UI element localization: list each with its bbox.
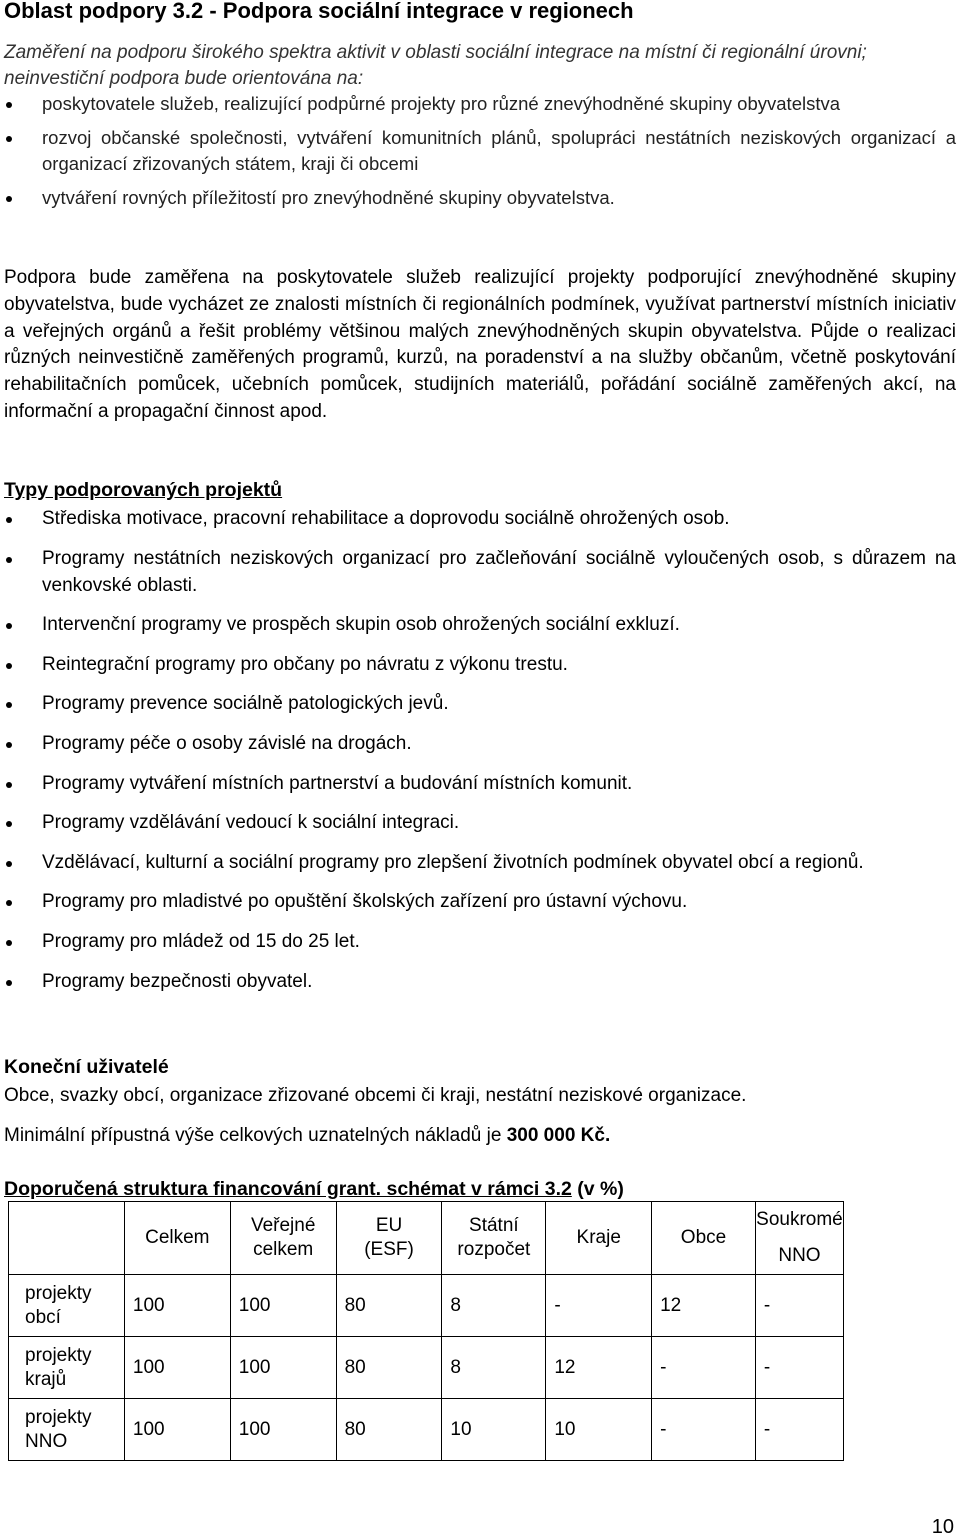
table-cell: - <box>755 1337 843 1399</box>
bullet-icon <box>6 782 12 788</box>
table-row <box>9 1275 844 1337</box>
bullet-icon <box>6 196 12 202</box>
intro-text: Zaměření na podporu širokého spektra aktivit v oblasti sociální integrace na místní či regionální úrovni; neinvestiční podpora bude orientována na: <box>4 42 867 89</box>
list-item: Intervenční programy ve prospěch skupin osob ohrožených sociální exkluzí. <box>4 611 956 638</box>
list-item: Reintegrační programy pro občany po návratu z výkonu trestu. <box>4 651 956 678</box>
bullet-icon <box>6 623 12 629</box>
list-item: poskytovatele služeb, realizující podpůrné projekty pro různé znevýhodněné skupiny obyvatelstva <box>4 91 956 117</box>
table-cell: 10 <box>442 1399 546 1461</box>
bullet-icon <box>6 861 12 867</box>
table-cell: - <box>755 1275 843 1337</box>
table-cell: 100 <box>124 1275 230 1337</box>
table-cell: 80 <box>336 1399 442 1461</box>
page-number: 10 <box>931 1516 954 1538</box>
table-cell: - <box>652 1337 756 1399</box>
column-header: EU (ESF) <box>336 1202 442 1275</box>
users-heading: Koneční uživatelé <box>4 1056 169 1078</box>
column-header: Veřejné celkem <box>230 1202 336 1275</box>
column-header: Státní rozpočet <box>442 1202 546 1275</box>
column-header: Soukromé NNO <box>755 1202 843 1275</box>
bullet-icon <box>6 940 12 946</box>
table-cell: 100 <box>230 1275 336 1337</box>
bullet-icon <box>6 900 12 906</box>
list-item: Programy pro mládež od 15 do 25 let. <box>4 928 956 955</box>
bullet-icon <box>6 742 12 748</box>
bullet-icon <box>6 663 12 669</box>
list-item: Vzdělávací, kulturní a sociální programy pro zlepšení životních podmínek obyvatel obcí a regionů. <box>4 849 956 876</box>
column-header: Obce <box>652 1202 756 1275</box>
bullet-icon <box>6 702 12 708</box>
min-cost-line: Minimální přípustná výše celkových uznatelných nákladů je 300 000 Kč. <box>4 1125 611 1146</box>
table-cell: - <box>546 1275 652 1337</box>
table-cell: 80 <box>336 1275 442 1337</box>
table-cell: 100 <box>124 1399 230 1461</box>
table-cell: - <box>652 1399 756 1461</box>
min-cost-value: 300 000 Kč. <box>506 1125 611 1146</box>
bullet-icon <box>6 136 12 142</box>
table-cell: 10 <box>546 1399 652 1461</box>
bullet-icon <box>6 980 12 986</box>
bullet-icon <box>6 102 12 108</box>
support-paragraph: Podpora bude zaměřena na poskytovatele služeb realizující projekty podporující znevýhodněné skupiny obyvatelstva, bude vycházet ze znalosti místních či regionálních podmínek, využívat partnerství místních iniciativ a veřejných orgánů a řešit problémy většinou malých znevýhodněných skupin obyvatelstva. Půjde o realizaci různých neinvestičně zaměřených programů, kurzů, na poradenství a na služby občanům, včetně poskytování rehabilitačních pomůcek, učebních pomůcek, studijních materiálů, pořádání sociálně zaměřených akcí, na informační a propagační činnost apod. <box>4 267 956 422</box>
table-cell: 100 <box>124 1337 230 1399</box>
table-heading: Doporučená struktura financování grant. schémat v rámci 3.2 <box>4 1178 572 1200</box>
list-item: Programy nestátních neziskových organizací pro začleňování sociálně vyloučených osob, s důrazem na venkovské oblasti. <box>4 545 956 599</box>
page-title: Oblast podpory 3.2 - Podpora sociální integrace v regionech <box>4 0 634 23</box>
project-types-list <box>4 505 956 1007</box>
bullet-icon <box>6 557 12 563</box>
list-item: Programy bezpečnosti obyvatel. <box>4 968 956 995</box>
table-cell: 12 <box>652 1275 756 1337</box>
users-text: Obce, svazky obcí, organizace zřizované obcemi či kraji, nestátní neziskové organizace. <box>4 1085 747 1106</box>
row-label: projekty krajů <box>9 1337 125 1399</box>
financing-table <box>8 1201 844 1461</box>
list-item: Programy prevence sociálně patologických jevů. <box>4 690 956 717</box>
list-item: rozvoj občanské společnosti, vytváření komunitních plánů, spolupráci nestátních neziskových organizací a organizací zřizovaných státem, kraji či obcemi <box>4 125 956 177</box>
bullet-icon <box>6 821 12 827</box>
table-cell: 8 <box>442 1275 546 1337</box>
table-cell: 80 <box>336 1337 442 1399</box>
list-item: Programy pro mladistvé po opuštění školských zařízení pro ústavní výchovu. <box>4 888 956 915</box>
list-item: vytváření rovných příležitostí pro znevýhodněné skupiny obyvatelstva. <box>4 185 956 211</box>
table-header-row <box>9 1202 844 1275</box>
table-cell: 100 <box>230 1337 336 1399</box>
column-header: Kraje <box>546 1202 652 1275</box>
column-header: Celkem <box>124 1202 230 1275</box>
list-item: Programy vytváření místních partnerství a budování místních komunit. <box>4 770 956 797</box>
row-label: projekty obcí <box>9 1275 125 1337</box>
table-cell: 100 <box>230 1399 336 1461</box>
table-heading-line <box>4 1176 624 1202</box>
row-label: projekty NNO <box>9 1399 125 1461</box>
table-cell: - <box>755 1399 843 1461</box>
table-cell: 8 <box>442 1337 546 1399</box>
table-cell: 12 <box>546 1337 652 1399</box>
list-item: Programy vzdělávání vedoucí k sociální integraci. <box>4 809 956 836</box>
table-row <box>9 1399 844 1461</box>
table-row <box>9 1337 844 1399</box>
table-heading-suffix: (v %) <box>571 1178 624 1200</box>
list-item: Střediska motivace, pracovní rehabilitace a doprovodu sociálně ohrožených osob. <box>4 505 956 532</box>
types-heading: Typy podporovaných projektů <box>4 479 283 501</box>
intro-list <box>4 91 956 219</box>
list-item: Programy péče o osoby závislé na drogách. <box>4 730 956 757</box>
column-header <box>9 1202 125 1275</box>
bullet-icon <box>6 517 12 523</box>
